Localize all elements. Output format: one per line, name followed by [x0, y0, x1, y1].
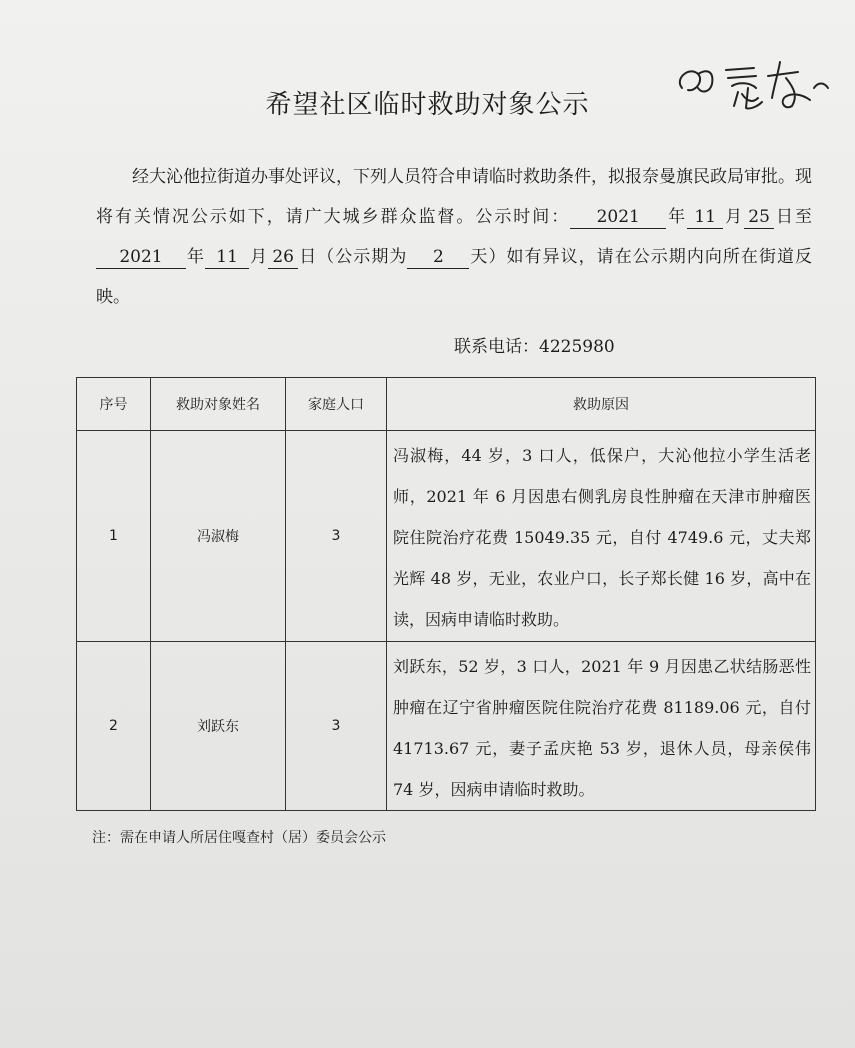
- start-year-field: 2021: [570, 206, 666, 229]
- period-label: 日（公示期为: [298, 247, 408, 267]
- end-day-field: 26: [268, 246, 298, 269]
- page-title: 希望社区临时救助对象公示: [265, 90, 590, 120]
- year-label: 年: [186, 247, 206, 267]
- table-row: [77, 431, 816, 642]
- row-no: 1: [77, 431, 151, 642]
- period-days-field: 2: [407, 246, 469, 269]
- intro-paragraph: [96, 157, 812, 317]
- header-household: 家庭人口: [286, 378, 387, 431]
- row-name: 冯淑梅: [151, 431, 286, 642]
- intro-text: 经大沁他拉街道办事处评议，下列人员符合申请临时救助条件，拟报奈曼旗民政局审批。现将有关情况公示如下，请广大城乡群众监督。公示时间：: [96, 167, 812, 227]
- row-household: 3: [286, 642, 387, 811]
- table-row: [77, 642, 816, 811]
- row-name: 刘跃东: [151, 642, 286, 811]
- row-household: 3: [286, 431, 387, 642]
- end-month-field: 11: [205, 246, 249, 269]
- month-label: 月: [723, 207, 745, 227]
- row-no: 2: [77, 642, 151, 811]
- start-day-field: 25: [744, 206, 774, 229]
- table-header-row: [77, 378, 816, 431]
- header-reason: 救助原因: [387, 378, 816, 431]
- date-to-label: 日至: [774, 207, 813, 227]
- header-name: 救助对象姓名: [151, 378, 286, 431]
- intro-tail: 天）如有异议，请在公示期内向所在街道反映。: [96, 247, 813, 307]
- end-year-field: 2021: [96, 246, 186, 269]
- footnote: 注：需在申请人所居住嘎查村（居）委员会公示: [92, 830, 386, 846]
- relief-table: [76, 377, 816, 811]
- contact-phone: 联系电话：4225980: [454, 337, 615, 357]
- header-no: 序号: [77, 378, 151, 431]
- start-month-field: 11: [687, 206, 723, 229]
- row-reason: 冯淑梅，44 岁，3 口人，低保户，大沁他拉小学生活老师，2021 年 6 月因患右侧乳房良性肿瘤在天津市肿瘤医院住院治疗花费 15049.35 元，自付 4749.6 元，丈夫郑光辉 48 岁，无业，农业户口，长子郑长健 16 岁，高中在读，因病申请临时救助。: [387, 431, 816, 642]
- year-label: 年: [666, 207, 688, 227]
- month-label: 月: [249, 247, 269, 267]
- row-reason: 刘跃东，52 岁，3 口人，2021 年 9 月因患乙状结肠恶性肿瘤在辽宁省肿瘤医院住院治疗花费 81189.06 元，自付 41713.67 元，妻子孟庆艳 53 岁，退休人员，母亲侯伟 74 岁，因病申请临时救助。: [387, 642, 816, 811]
